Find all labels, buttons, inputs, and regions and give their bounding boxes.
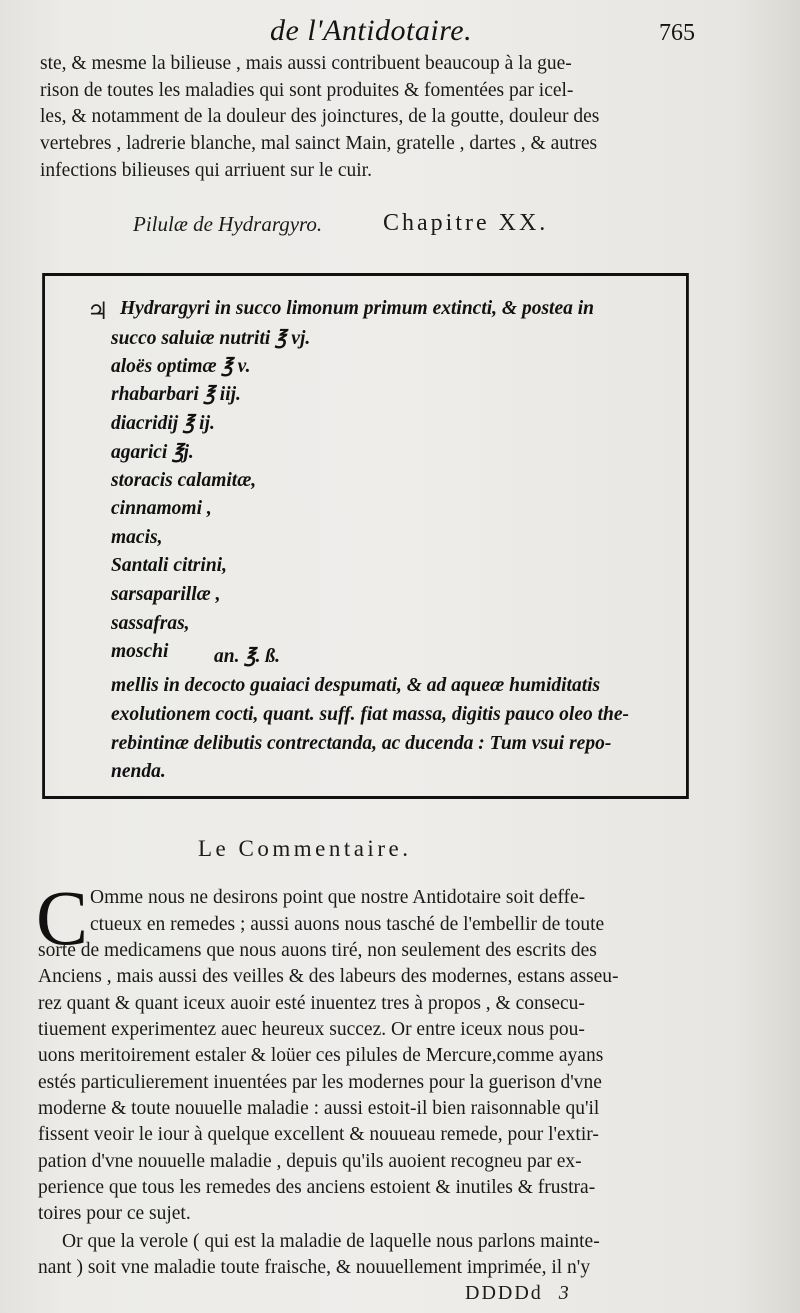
text-line: toires pour ce sujet.: [38, 1203, 191, 1224]
text-line: perience que tous les remedes des anciens estoient & inutiles & frustra-: [38, 1177, 596, 1198]
text-line: tiuement experimentez auec heureux succez. Or entre iceux nous pou-: [38, 1019, 585, 1040]
recipe-symbol-icon: ♃: [87, 297, 109, 325]
text-line: Anciens , mais aussi des veilles & des labeurs des modernes, estans asseu-: [38, 966, 619, 987]
text-line: nant ) soit vne maladie toute fraische, & nouuellement imprimée, il n'y: [38, 1257, 591, 1278]
text-line: ctueux en remedes ; aussi auons nous tasché de l'embellir de toute: [90, 914, 605, 935]
drop-cap: C: [36, 874, 89, 961]
commentary-title: Le Commentaire.: [198, 836, 412, 861]
recipe-line: Hydrargyri in succo limonum primum extincti, & postea in: [120, 298, 595, 319]
text-line: les, & notamment de la douleur des joinctures, de la goutte, douleur des: [40, 106, 600, 127]
text-line: ste, & mesme la bilieuse , mais aussi contribuent beaucoup à la gue-: [40, 53, 572, 74]
recipe-line: exolutionem cocti, quant. suff. fiat massa, digitis pauco oleo the-: [111, 704, 630, 725]
recipe-line: cinnamomi ,: [111, 498, 212, 519]
recipe-line: macis,: [111, 527, 163, 548]
text-line: fissent veoir le iour à quelque excellent & nouueau remede, pour l'extir-: [38, 1124, 599, 1145]
text-line: moderne & toute nouuelle maladie : aussi estoit-il bien raisonnable qu'il: [38, 1098, 600, 1119]
section-title: Pilulæ de Hydrargyro.: [133, 212, 323, 236]
text-line: pation d'vne nouuelle maladie , depuis qu'ils auoient recogneu par ex-: [38, 1151, 582, 1172]
recipe-line: storacis calamitæ,: [111, 470, 257, 491]
recipe-line: aloës optimæ ℥ v.: [111, 356, 251, 377]
recipe-line: moschi: [111, 641, 169, 662]
running-head: de l'Antidotaire.: [270, 14, 473, 47]
recipe-line: agarici ℥j.: [111, 442, 194, 463]
recipe-line: sarsaparillæ ,: [111, 584, 221, 605]
text-line: vertebres , ladrerie blanche, mal sainct Main, gratelle , dartes , & autres: [40, 133, 598, 154]
dose-label: an. ℥. ß.: [214, 646, 280, 667]
signature-number: 3: [558, 1282, 571, 1304]
recipe-line: succo saluiæ nutriti ℥ vj.: [111, 328, 311, 349]
text-line: uons meritoirement estaler & loüer ces pilules de Mercure,comme ayans: [38, 1045, 604, 1066]
signature-mark: [465, 1282, 571, 1305]
recipe-line: rhabarbari ℥ iij.: [111, 384, 241, 405]
text-line: sorte de medicamens que nous auons tiré, non seulement des escrits des: [38, 940, 597, 961]
recipe-line: mellis in decocto guaiaci despumati, & ad aqueæ humiditatis: [111, 675, 601, 696]
recipe-line: diacridij ℥ ij.: [111, 413, 215, 434]
chapter-heading: Chapitre XX.: [383, 210, 549, 236]
text-line: Omme nous ne desirons point que nostre Antidotaire soit deffe-: [90, 887, 586, 908]
text-line: estés particulierement inuentées par les modernes pour la guerison d'vne: [38, 1072, 602, 1093]
text-line: rez quant & quant iceux auoir esté inuentez tres à propos , & consecu-: [38, 993, 585, 1014]
recipe-line: sassafras,: [111, 613, 190, 634]
text-line: infections bilieuses qui arriuent sur le cuir.: [40, 160, 372, 181]
text-line: rison de toutes les maladies qui sont produites & fomentées par icel-: [40, 80, 574, 101]
text-line: Or que la verole ( qui est la maladie de laquelle nous parlons mainte-: [62, 1231, 600, 1252]
recipe-line: Santali citrini,: [111, 555, 227, 576]
recipe-line: nenda.: [111, 761, 166, 782]
recipe-line: rebintinæ delibutis contrectanda, ac ducenda : Tum vsui repo-: [111, 733, 612, 754]
page-number: 765: [659, 20, 695, 46]
signature-letters: DDDDd: [465, 1282, 543, 1304]
